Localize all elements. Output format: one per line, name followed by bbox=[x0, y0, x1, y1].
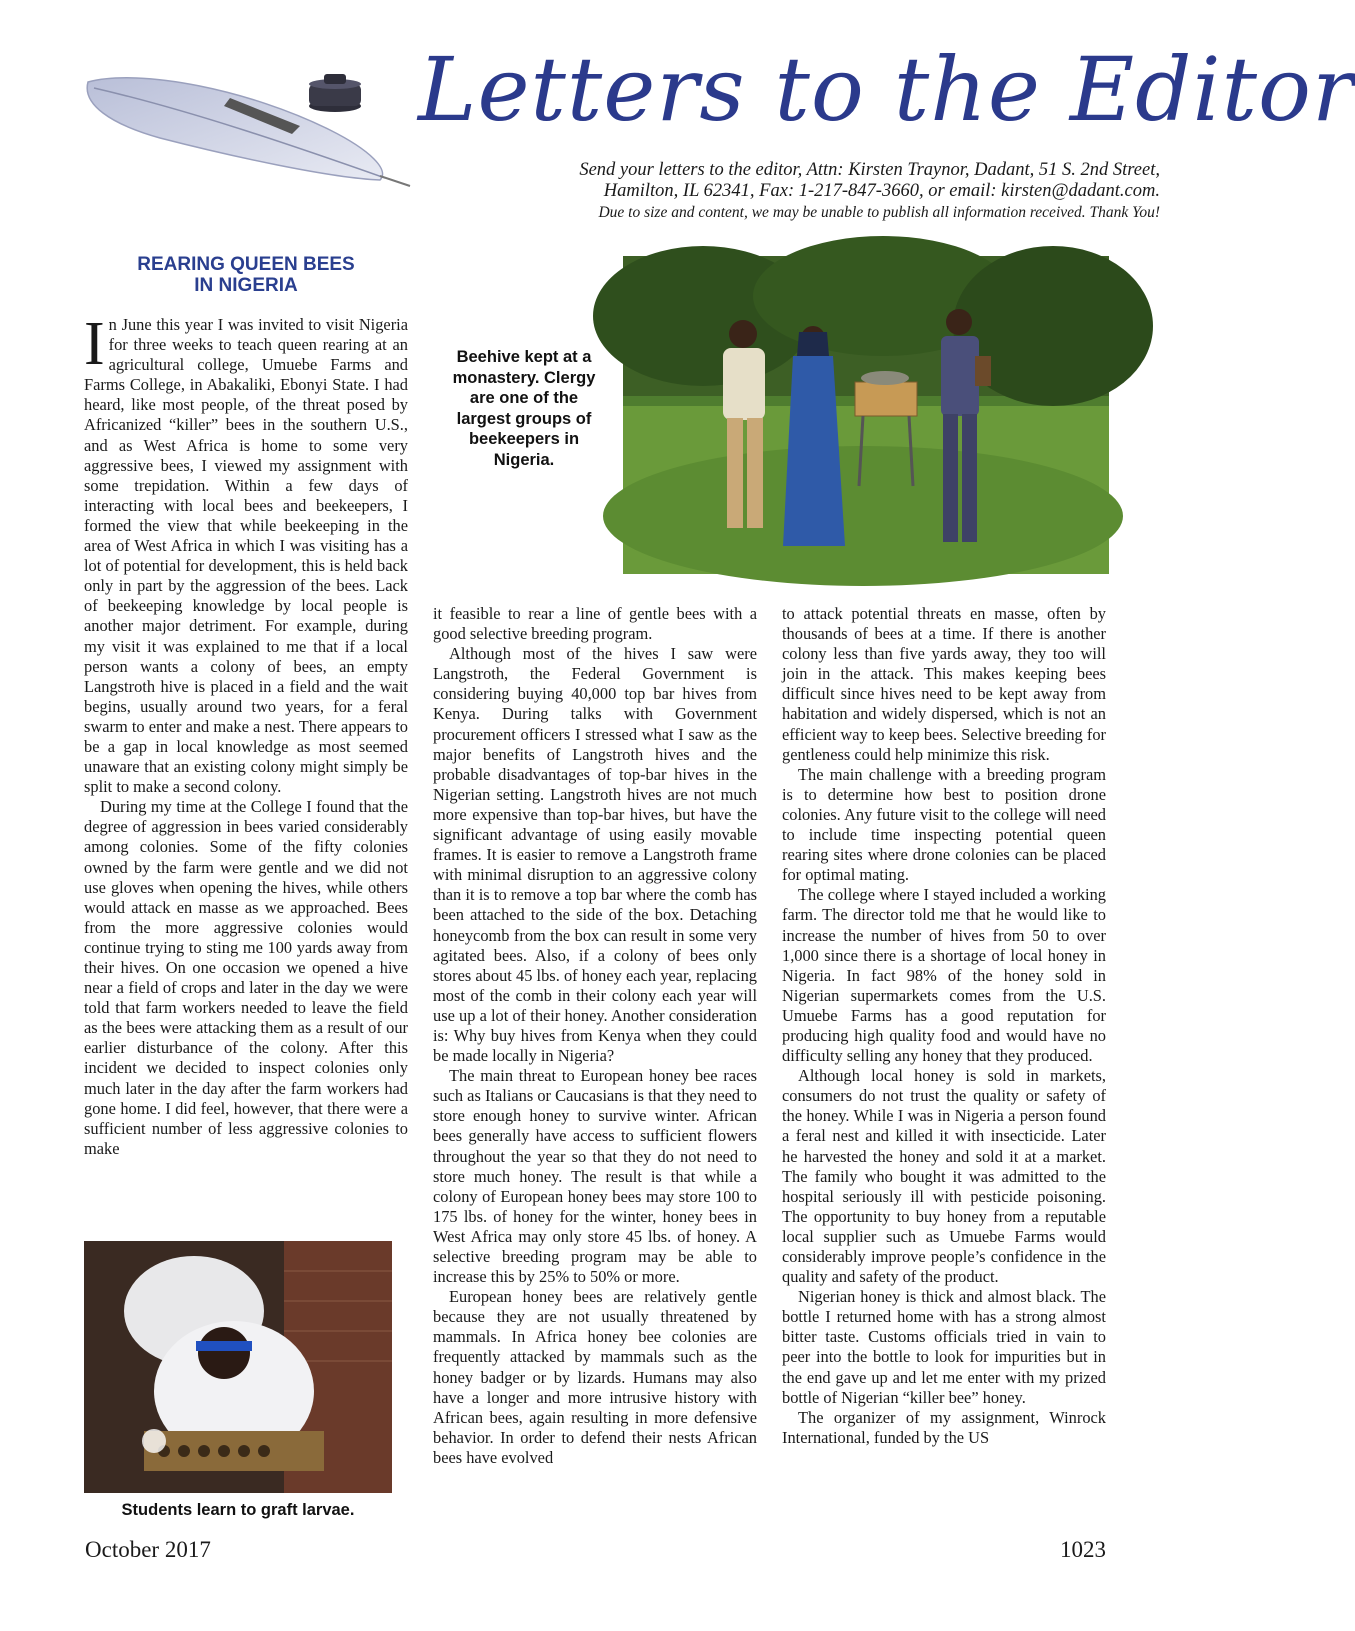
article-title-line-2: IN NIGERIA bbox=[194, 275, 298, 296]
column-right bbox=[782, 604, 1106, 1448]
paragraph-12: The organizer of my assignment, Winrock International, funded by the US bbox=[782, 1407, 1106, 1447]
paragraph-7: to attack potential threats en masse, often by thousands of bees at a time. If there is another colony less than five yards away, they too will join in the attack. This makes keeping bees difficult since hives need to be kept away from habitation and widely dispersed, which is not an efficient way to keep bees. Selective breeding for gentleness could help minimize this risk. bbox=[782, 604, 1106, 764]
article-title bbox=[84, 254, 408, 296]
paragraph-6: European honey bees are relatively gentle because they are not usually threatened by mammals. In Africa honey bee colonies are frequently attacked by mammals such as the honey badger or by lizards. Humans may also have a longer and more intrusive history with African bees, again resulting in more defensive behavior. In order to defend their nests African bees have evolved bbox=[433, 1287, 757, 1467]
notice-line: Due to size and content, we may be unable to publish all information received. Thank You! bbox=[598, 204, 1160, 221]
page-number: 1023 bbox=[1060, 1537, 1106, 1562]
address-line: Hamilton, IL 62341, Fax: 1-217-847-3660, or email: kirsten@dadant.com. bbox=[603, 181, 1160, 201]
paragraph-3: it feasible to rear a line of gentle bees with a good selective breeding program. bbox=[433, 604, 757, 644]
paragraph-4: Although most of the hives I saw were Langstroth, the Federal Government is considering buying 40,000 top bar hives from Kenya. During talks with Government procurement officers I stressed what I saw as the major benefits of Langstroth hives and the probable disadvantages of top-bar hives in the Nigerian setting. Langstroth hives are not much more expensive than top-bar hives, but have the significant advantage of using easily movable frames. It is easier to remove a Langstroth frame with minimal disruption to an aggressive colony than it is to remove a top bar where the comb has been attached to the side of the box. Detaching honeycomb from the box can result in some very agitated bees. Also, if a colony of bees only stores about 45 lbs. of honey each year, replacing most of the comb in their colony each year will use up a lot of their honey. Another consideration is: Why buy hives from Kenya when they could be made locally in Nigeria? bbox=[433, 644, 757, 1066]
paragraph-2: During my time at the College I found that the degree of aggression in bees varied considerably among colonies. Some of the fifty colonies owned by the farm were gentle and we did not use gloves when opening the hives, while others would attack en masse as we approached. Bees from the more aggressive colonies would continue trying to sting me 100 yards away from their hives. On one occasion we opened a hive near a field of crops and later in the day we were told that farm workers needed to leave the field as the bees were attacking them as a result of our earlier disturbance of the colony. After this incident we decided to inspect colonies only much later in the day after the farm workers had gone home. I did feel, however, that there were a sufficient number of less aggressive colonies to make bbox=[84, 797, 408, 1158]
masthead-title: Letters to the Editor bbox=[418, 38, 1355, 141]
paragraph-1: In June this year I was invited to visit Nigeria for three weeks to teach queen rearing at an agricultural college, Umuebe Farms and Farms College, in Abakaliki, Ebonyi State. I had heard, like most people, of the threat posed by Africanized “killer” bees in the southern U.S., and as West Africa is home to some very aggressive bees, I viewed my assignment with some trepidation. Within a few days of interacting with local bees and beekeepers, I formed the view that while beekeeping in the area of West Africa in which I was visiting has a lot of potential for development, this is held back only in part by the aggression of the bees. Lack of beekeeping knowledge by local people is another major detriment. For example, during my visit it was explained to me that if a local person wants a colony of bees, an empty Langstroth hive is placed in a field and the wait begins, usually around two years, for a feral swarm to enter and make a nest. There appears to be a gap in local knowledge as most seemed unaware that an existing colony might simply be split to make a second colony. bbox=[84, 310, 408, 797]
paragraph-5: The main threat to European honey bee races such as Italians or Caucasians is that they need to store enough honey to survive winter. African bees generally have access to sufficient flowers throughout the year so that they do not need to store much honey. The result is that while a colony of European honey bees may store 100 to 175 lbs. of honey for the winter, honey bees in West Africa may only store 45 lbs. of honey. A selective breeding program may be able to increase this by 25% to 50% or more. bbox=[433, 1066, 757, 1287]
paragraph-8: The main challenge with a breeding program is to determine how best to position drone colonies. Any future visit to the college will need to include time inspecting potential queen rearing sites where drone colonies can be placed for optimal mating. bbox=[782, 764, 1106, 885]
monastery-beehive-photo bbox=[623, 256, 1109, 574]
paragraph-9: The college where I stayed included a working farm. The director told me that he would like to increase the number of hives from 50 to over 1,000 since there is a shortage of local honey in Nigeria. In fact 98% of the honey sold in Nigerian supermarkets comes from the U.S. Umuebe Farms has a good reputation for producing high quality food and would have no difficulty selling any honey that they produced. bbox=[782, 885, 1106, 1066]
students-grafting-photo bbox=[84, 1241, 392, 1493]
caption-monastery: Beehive kept at a monastery. Clergy are one of the largest groups of beekeepers in Nigeria. bbox=[452, 348, 596, 469]
column-left bbox=[84, 310, 408, 1159]
paragraph-11: Nigerian honey is thick and almost black. The bottle I returned home with has a strong almost bitter taste. Customs officials tried in vain to peer into the bottle to look for impurities but in the end gave up and let me enter with my prized bottle of Nigerian “killer bee” honey. bbox=[782, 1287, 1106, 1407]
masthead bbox=[0, 0, 1355, 235]
paragraph-10: Although local honey is sold in markets, consumers do not trust the quality or safety of the honey. While I was in Nigeria a person found a feral nest and killed it with insecticide. Later he harvested the honey and sold it at a market. The family who bought it was admitted to the hospital seriously ill with pesticide poisoning. The opportunity to buy honey from a reputable local supplier such as Umuebe Farms would considerably improve people’s confidence in the quality and safety of the product. bbox=[782, 1066, 1106, 1287]
caption-students: Students learn to graft larvae. bbox=[121, 1501, 355, 1519]
drop-cap: I bbox=[84, 310, 105, 378]
send-letters-line: Send your letters to the editor, Attn: Kirsten Traynor, Dadant, 51 S. 2nd Street, bbox=[579, 160, 1160, 180]
column-middle bbox=[433, 604, 757, 1468]
footer-date: October 2017 bbox=[85, 1537, 211, 1562]
article-title-line-1: REARING QUEEN BEES bbox=[137, 254, 355, 275]
